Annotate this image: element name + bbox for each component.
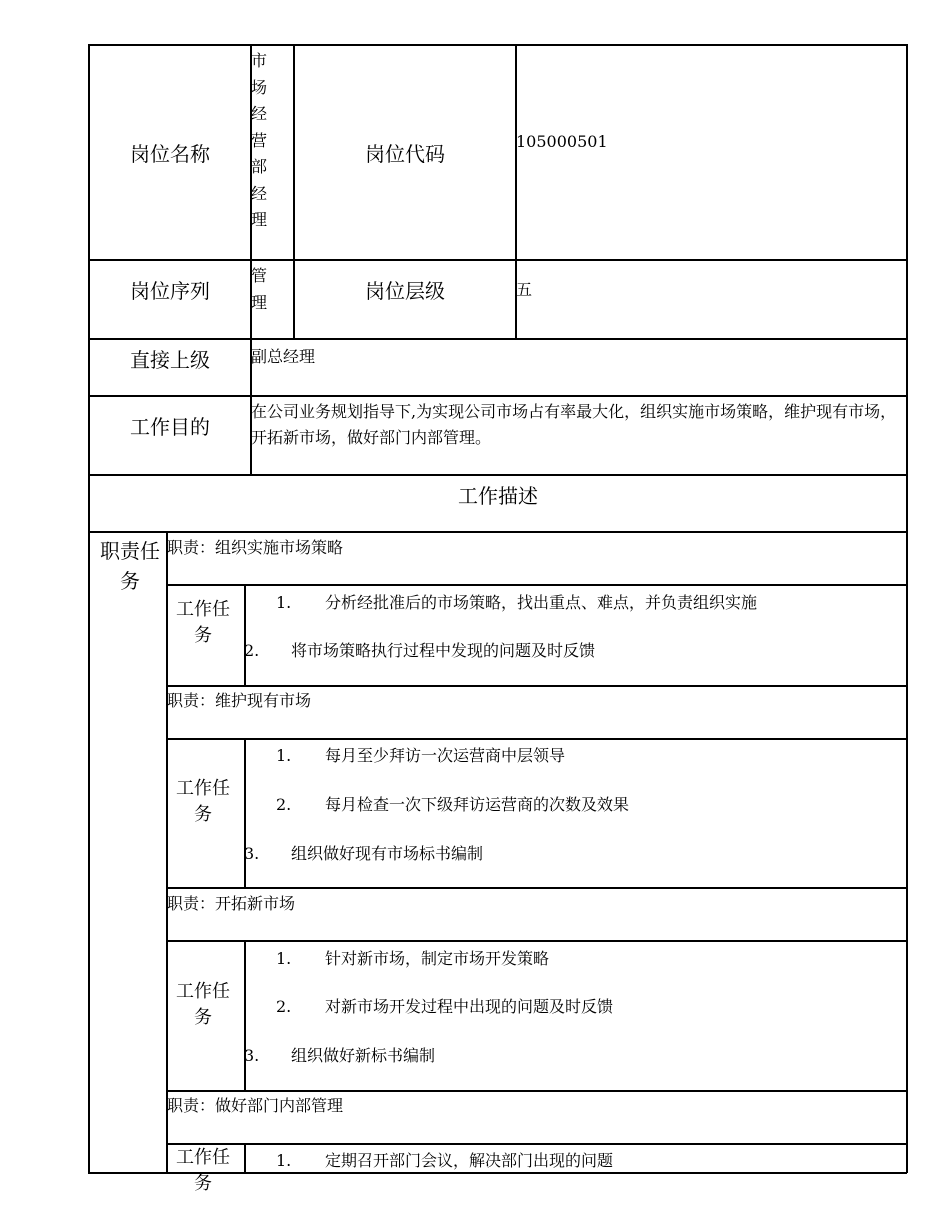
post-code-value: 105000501 — [516, 132, 608, 151]
row-divider — [166, 940, 907, 942]
task-item — [244, 1043, 435, 1066]
column-divider — [244, 940, 246, 1091]
task-item — [244, 841, 483, 864]
task-item — [276, 792, 629, 815]
task-label: 工作任务 — [176, 778, 230, 825]
task-number: 2. — [244, 641, 260, 660]
task-item — [276, 743, 565, 766]
task-text: 分析经批准后的市场策略，找出重点、难点，并负责组织实施 — [325, 593, 758, 612]
column-divider — [244, 1143, 246, 1173]
task-number: 2. — [276, 795, 292, 814]
task-text: 针对新市场，制定市场开发策略 — [325, 949, 550, 968]
duty-task-label: 职责任务 — [100, 539, 160, 593]
table-border-right — [906, 44, 908, 1173]
post-name-value: 市场经营部经理 — [251, 51, 268, 229]
duty-title: 职责：开拓新市场 — [167, 894, 296, 913]
task-text: 对新市场开发过程中出现的问题及时反馈 — [325, 997, 614, 1016]
task-number: 1. — [276, 593, 292, 612]
superior-value: 副总经理 — [251, 347, 316, 366]
row-divider — [88, 531, 907, 533]
task-item — [276, 590, 757, 613]
task-number: 3. — [244, 1046, 260, 1065]
work-description-title: 工作描述 — [458, 483, 538, 508]
purpose-value: 在公司业务规划指导下,为实现公司市场占有率最大化，组织实施市场策略，维护现有市场，开拓新市场，做好部门内部管理。 — [251, 402, 897, 447]
task-text: 每月检查一次下级拜访运营商的次数及效果 — [325, 795, 630, 814]
row-divider — [166, 1090, 907, 1092]
duty-title: 职责：维护现有市场 — [167, 691, 312, 710]
post-code-label: 岗位代码 — [365, 142, 445, 166]
task-number: 1. — [276, 949, 292, 968]
row-divider — [166, 584, 907, 586]
task-number: 1. — [276, 1151, 292, 1170]
task-text: 每月至少拜访一次运营商中层领导 — [325, 746, 566, 765]
task-label: 工作任务 — [176, 1147, 230, 1194]
task-item — [276, 946, 549, 969]
post-level-label: 岗位层级 — [365, 278, 445, 303]
row-divider — [166, 1143, 907, 1145]
superior-label: 直接上级 — [130, 347, 210, 372]
task-text: 定期召开部门会议，解决部门出现的问题 — [325, 1151, 614, 1170]
task-item — [244, 638, 595, 661]
task-text: 组织做好新标书编制 — [291, 1046, 436, 1065]
duty-title: 职责：做好部门内部管理 — [167, 1096, 344, 1115]
task-text: 组织做好现有市场标书编制 — [291, 844, 484, 863]
purpose-label: 工作目的 — [130, 414, 210, 439]
task-item — [276, 1148, 613, 1171]
task-item — [276, 994, 613, 1017]
row-divider — [166, 738, 907, 740]
task-number: 2. — [276, 997, 292, 1016]
duty-title: 职责：组织实施市场策略 — [167, 538, 344, 557]
column-divider — [244, 584, 246, 686]
post-level-value: 五 — [516, 280, 533, 299]
task-number: 1. — [276, 746, 292, 765]
post-series-label: 岗位序列 — [130, 278, 210, 303]
task-text: 将市场策略执行过程中发现的问题及时反馈 — [291, 641, 596, 660]
task-number: 3. — [244, 844, 260, 863]
task-label: 工作任务 — [176, 599, 230, 646]
post-name-label: 岗位名称 — [130, 142, 210, 166]
row-divider — [166, 685, 907, 687]
post-series-value: 管理 — [251, 266, 268, 312]
column-divider — [244, 738, 246, 888]
task-label: 工作任务 — [176, 981, 230, 1028]
row-divider — [166, 887, 907, 889]
